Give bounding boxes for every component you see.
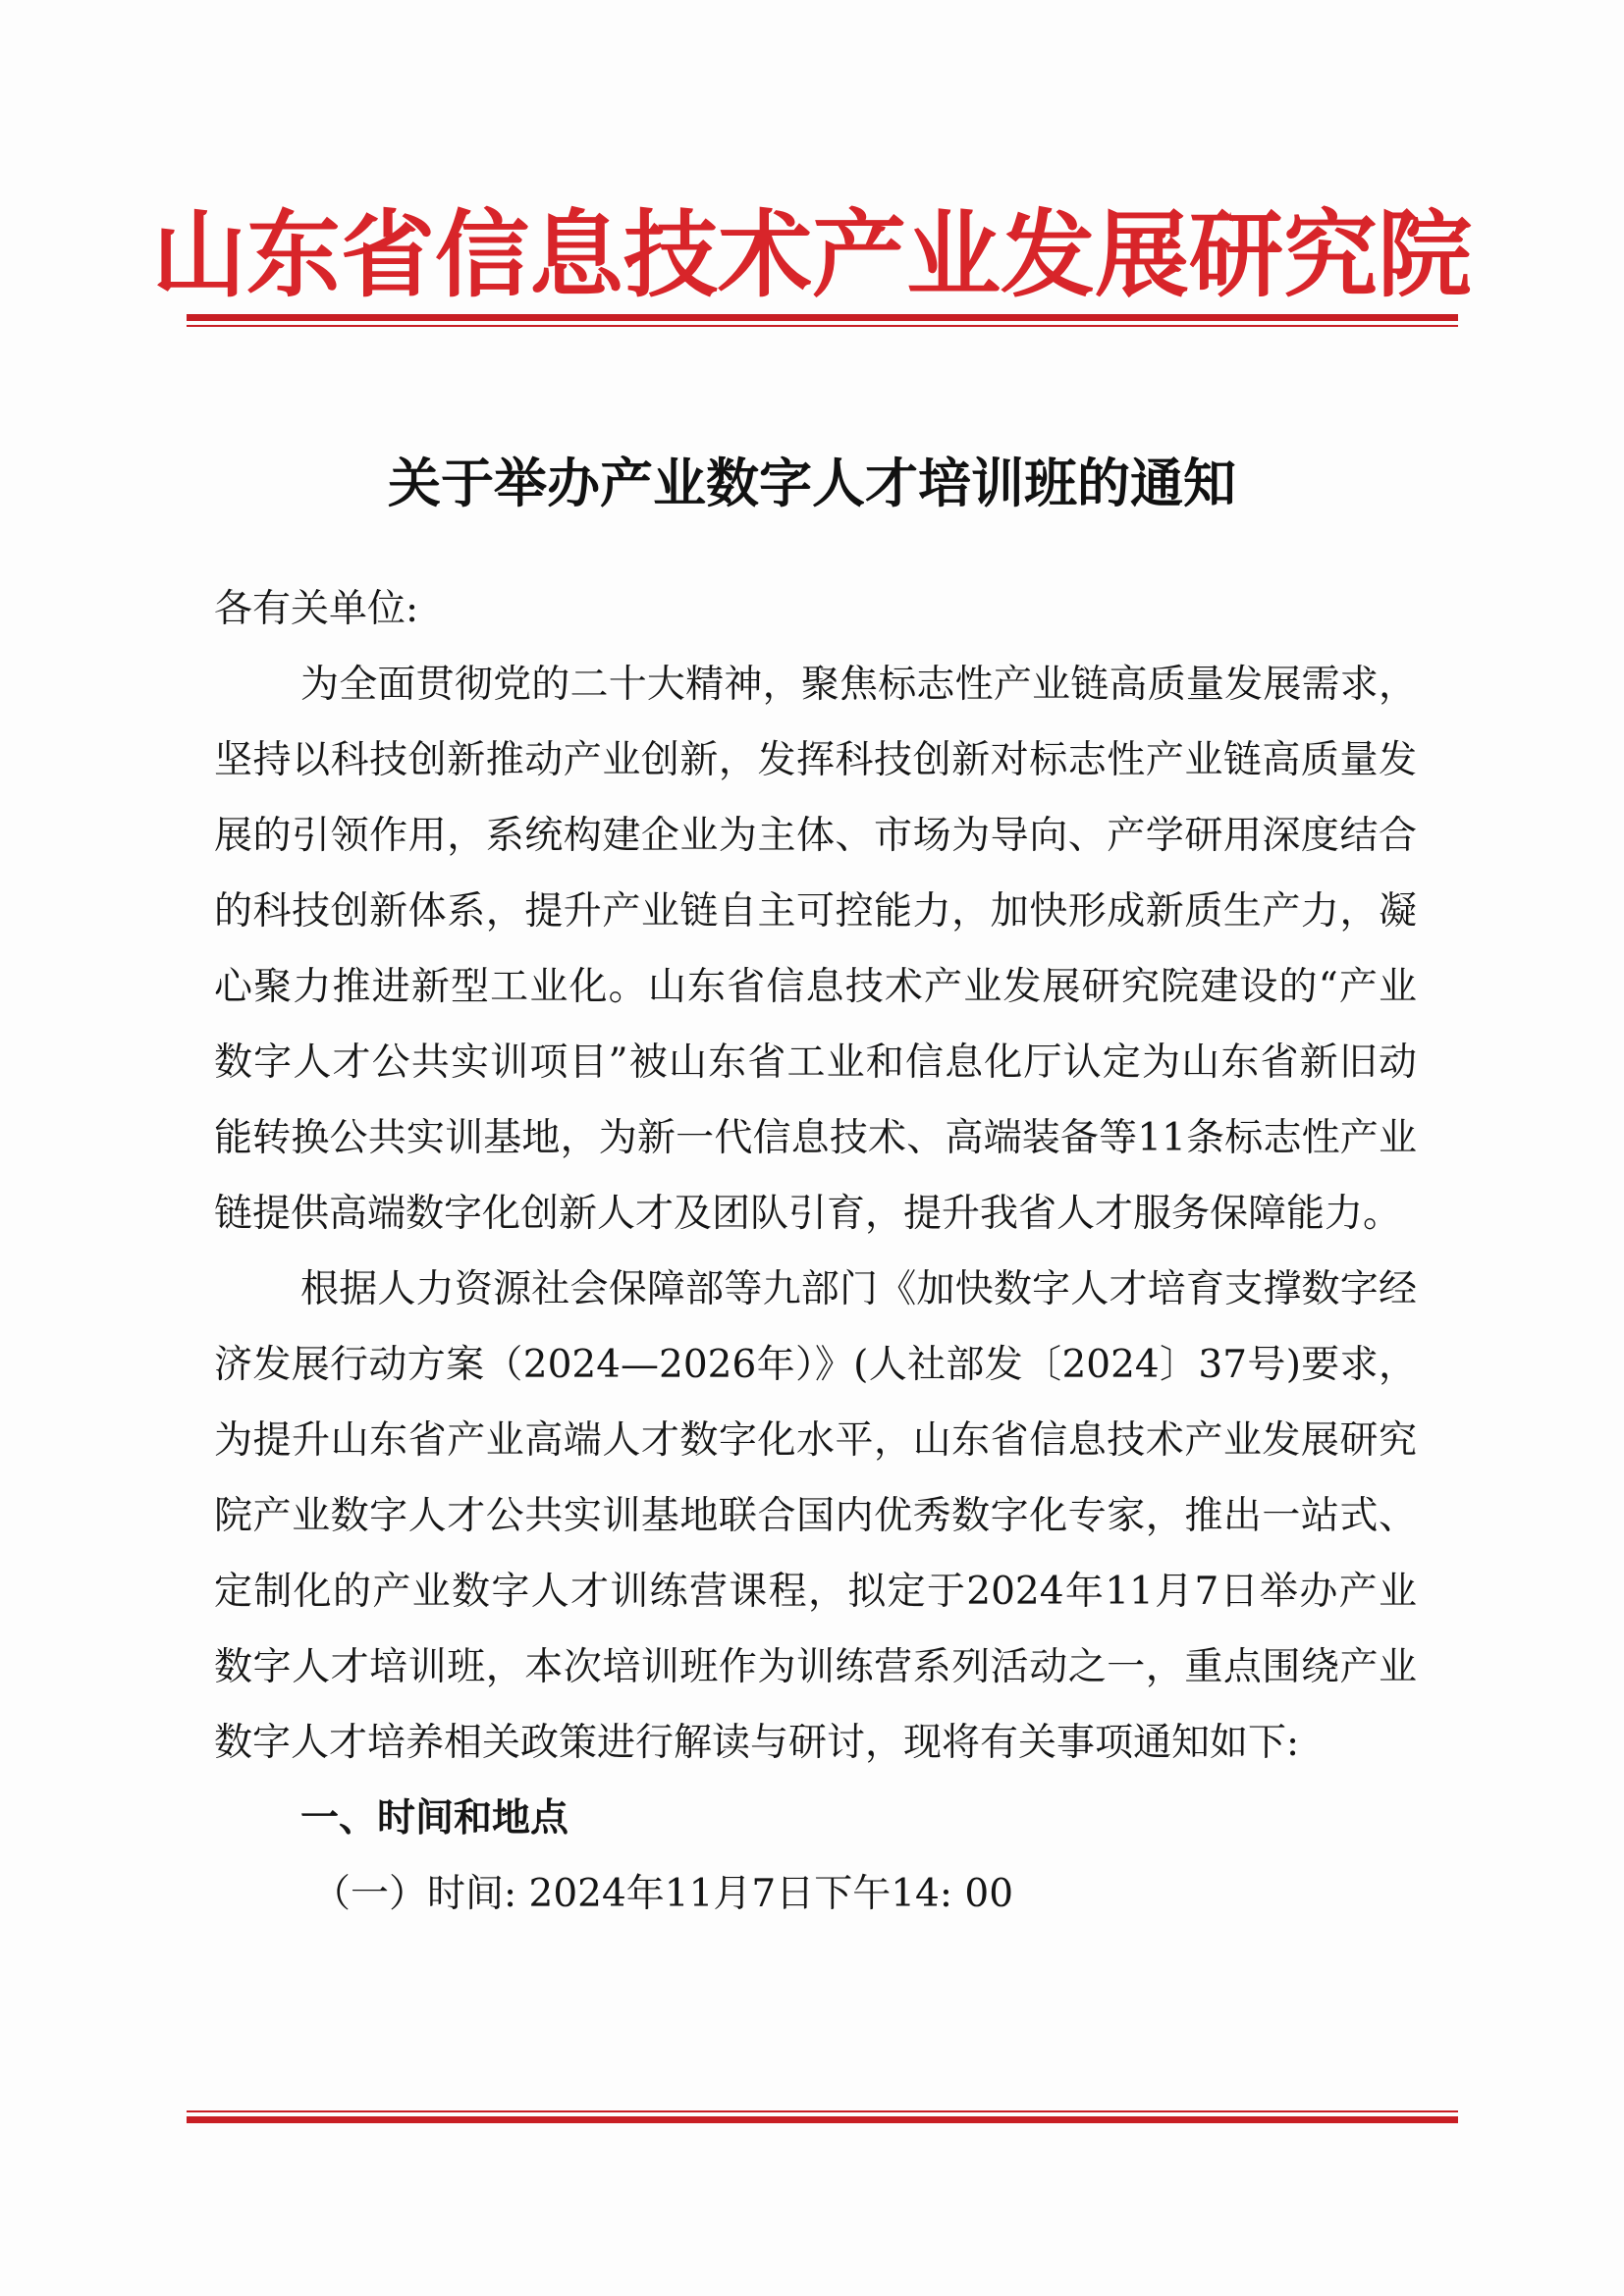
red-rule-thick-line [187,314,1458,321]
red-rule-thick-line [187,2116,1458,2123]
red-rule-thin-line [187,2110,1458,2112]
red-rule-thin-line [187,325,1458,327]
document-title: 关于举办产业数字人才培训班的通知 [388,452,1236,514]
letterhead-organization-name: 山东省信息技术产业发展研究院 [152,199,1472,310]
document-body [214,572,1417,1932]
footer-red-rule [187,2110,1458,2123]
letterhead-red-rule [187,314,1458,327]
item-time: （一）时间: 2024年11月7日下午14: 00 [312,1872,1014,1916]
section-heading-time-and-place: 一、时间和地点 [300,1795,569,1841]
salutation: 各有关单位: [214,587,419,631]
paragraph-notice-basis: 根据人力资源社会保障部等九部门《加快数字人才培育支撑数字经济发展行动方案（2024—2026年）》(人社部发〔2024〕37号)要求，为提升山东省产业高端人才数字化水平，山东省信息技术产业发展研究院产业数字人才公共实训基地联合国内优秀数字化专家，推出一站式、定制化的产业数字人才训练营课程，拟定于2024年11月7日举办产业数字人才培训班，本次培训班作为训练营系列活动之一，重点围绕产业数字人才培养相关政策进行解读与研讨，现将有关事项通知如下: [214,1267,1417,1765]
paragraph-background: 为全面贯彻党的二十大精神，聚焦标志性产业链高质量发展需求，坚持以科技创新推动产业创新，发挥科技创新对标志性产业链高质量发展的引领作用，系统构建企业为主体、市场为导向、产学研用深度结合的科技创新体系，提升产业链自主可控能力，加快形成新质生产力，凝心聚力推进新型工业化。山东省信息技术产业发展研究院建设的“产业数字人才公共实训项目”被山东省工业和信息化厅认定为山东省新旧动能转换公共实训基地，为新一代信息技术、高端装备等11条标志性产业链提供高端数字化创新人才及团队引育，提升我省人才服务保障能力。 [214,663,1417,1236]
